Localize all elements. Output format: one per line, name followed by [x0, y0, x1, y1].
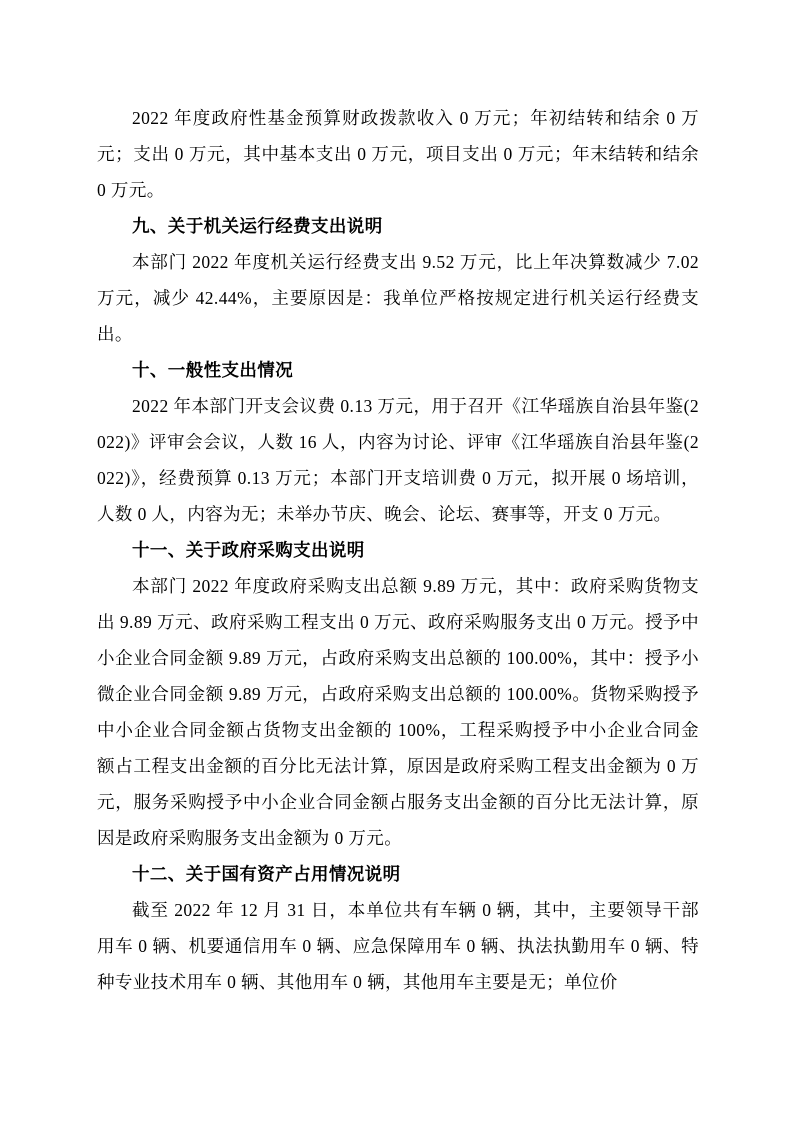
paragraph-state-owned-assets: 截至 2022 年 12 月 31 日，本单位共有车辆 0 辆，其中，主要领导干部用车 0 辆、机要通信用车 0 辆、应急保障用车 0 辆、执法执勤用车 0 辆、特种专业技术用车 0 辆、其他用车 0 辆，其他用车主要是无；单位价	[97, 900, 699, 992]
paragraph-general-expenditure: 2022 年本部门开支会议费 0.13 万元，用于召开《江华瑶族自治县年鉴(2022)》评审会会议，人数 16 人，内容为讨论、评审《江华瑶族自治县年鉴(2022)》，经费预算 0.13 万元；本部门开支培训费 0 万元，拟开展 0 场培训，人数 0 人，内容为无；未举办节庆、晚会、论坛、赛事等，开支 0 万元。	[97, 396, 699, 524]
heading-section-9-operating-expenses: 九、关于机关运行经费支出说明	[132, 216, 383, 236]
paragraph-operating-expenses: 本部门 2022 年度机关运行经费支出 9.52 万元，比上年决算数减少 7.02 万元，减少 42.44%，主要原因是：我单位严格按规定进行机关运行经费支出。	[97, 252, 699, 344]
paragraph-government-procurement: 本部门 2022 年度政府采购支出总额 9.89 万元，其中：政府采购货物支出 9.89 万元、政府采购工程支出 0 万元、政府采购服务支出 0 万元。授予中小企业合同金额 9.89 万元，占政府采购支出总额的 100.00%，其中：授予小微企业合同金额 9.89 万元，占政府采购支出总额的 100.00%。货物采购授予中小企业合同金额占货物支出金额的 100%，工程采购授予中小企业合同金额占工程支出金额的百分比无法计算，原因是政府采购工程支出金额为 0 万元，服务采购授予中小企业合同金额占服务支出金额的百分比无法计算，原因是政府采购服务支出金额为 0 万元。	[97, 576, 699, 848]
heading-section-10-general-expenditure: 十、一般性支出情况	[132, 360, 294, 380]
heading-section-11-government-procurement: 十一、关于政府采购支出说明	[132, 540, 365, 560]
heading-section-12-state-owned-assets: 十二、关于国有资产占用情况说明	[132, 864, 401, 884]
paragraph-gov-fund-budget: 2022 年度政府性基金预算财政拨款收入 0 万元；年初结转和结余 0 万元；支出 0 万元，其中基本支出 0 万元，项目支出 0 万元；年末结转和结余 0 万元。	[97, 108, 699, 200]
